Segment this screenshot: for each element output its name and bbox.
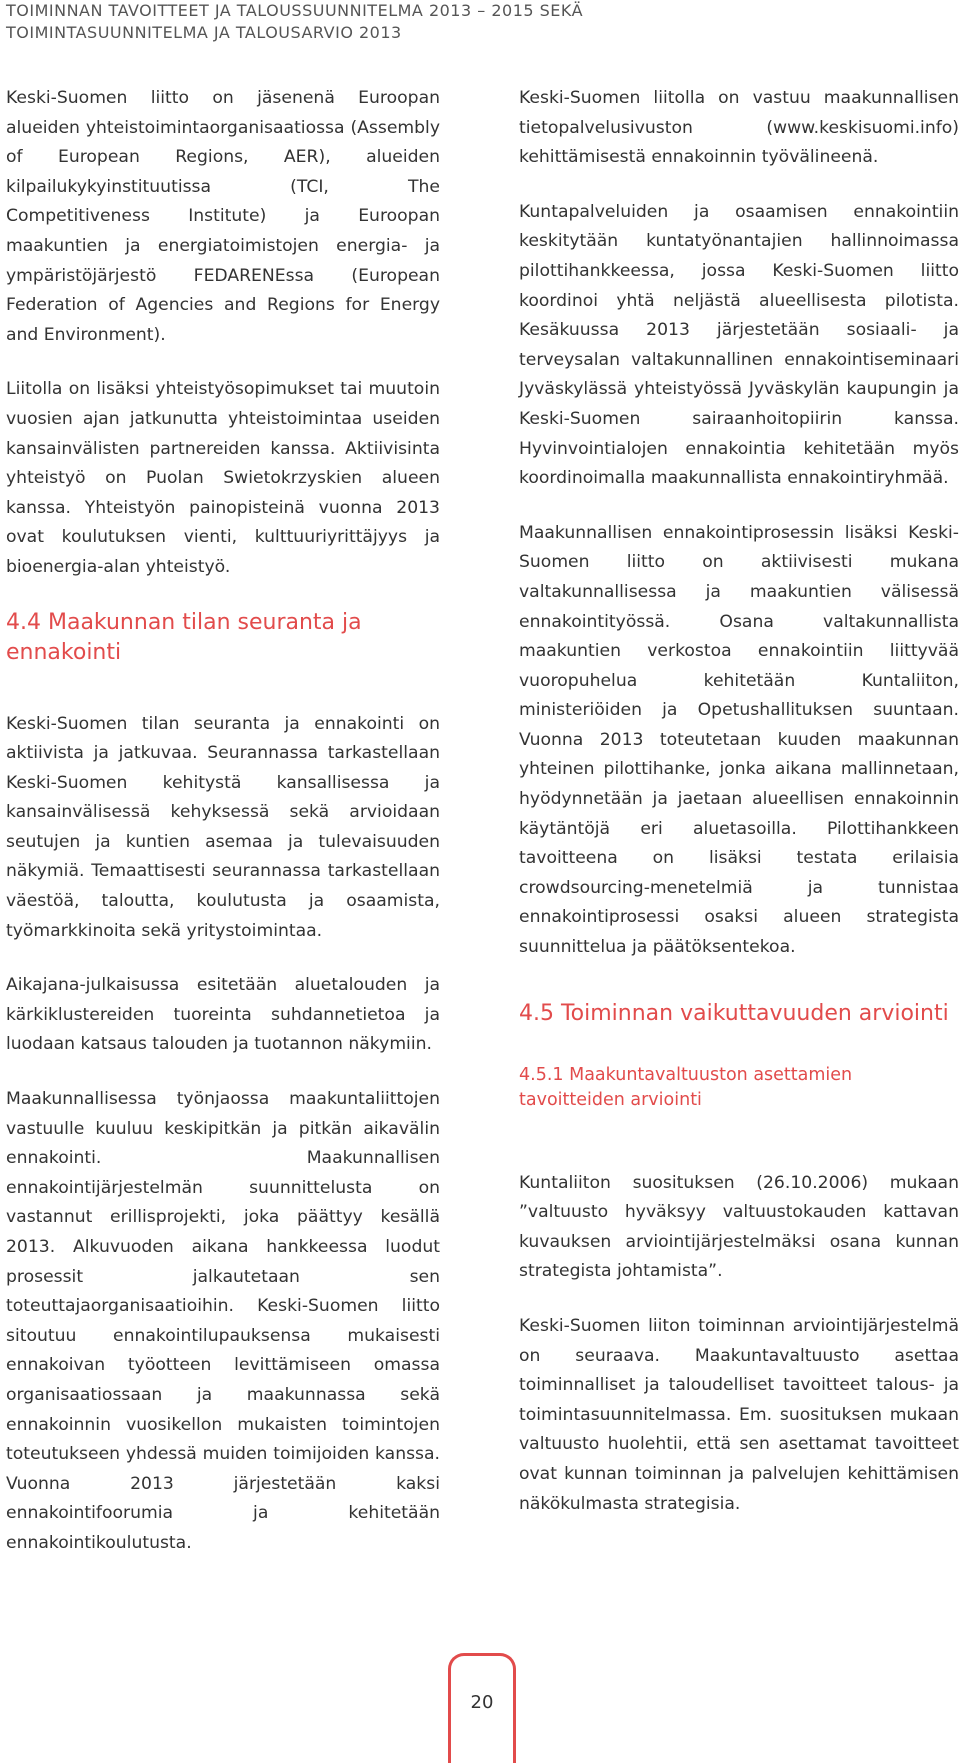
page-number-tab <box>448 1653 516 1763</box>
section-heading-4-4: 4.4 Maakunnan tilan seuranta ja ennakointi <box>6 609 362 665</box>
paragraph-monitoring: Keski-Suomen tilan seuranta ja ennakointi on aktiivista ja jatkuvaa. Seurannassa tarkastellaan Keski-Suomen kehitystä kansallisessa ja kansainvälisessä kehyksessä sekä arvioidaan seutujen ja kuntien asemaa ja tulevaisuuden näkymiä. Temaattisesti seurannassa tarkastellaan väestöä, taloutta, koulutusta ja osaamista, työmarkkinoita sekä yritystoimintaa. <box>6 713 440 941</box>
header-line-1: TOIMINNAN TAVOITTEET JA TALOUSSUUNNITELMA 2013 – 2015 SEKÄ <box>6 1 584 20</box>
paragraph-aikajana: Aikajana-julkaisussa esitetään aluetalouden ja kärkiklustereiden tuoreinta suhdannetietoa ja luodaan katsaus talouden ja tuotannon näkymiin. <box>6 975 440 1055</box>
header-line-2: TOIMINTASUUNNITELMA JA TALOUSARVIO 2013 <box>6 23 402 42</box>
paragraph-evaluation-system: Keski-Suomen liiton toiminnan arviointijärjestelmä on seuraava. Maakuntavaltuusto asettaa toiminnalliset ja taloudelliset tavoitteet talous- ja toimintasuunnitelmassa. Em. suosituksen mukaan valtuusto huolehtii, että sen asettamat tavoitteet ovat kunnan toiminnan ja palvelujen kehittämisen näkökulmasta strategisia. <box>519 1316 959 1514</box>
paragraph-municipal-services: Kuntapalveluiden ja osaamisen ennakointiin keskitytään kuntatyönantajien hallinnoimassa pilottihankkeessa, jossa Keski-Suomen liitto koordinoi yhtä neljästä alueellisesta pilotista. Kesäkuussa 2013 järjestetään sosiaali- ja terveysalan valtakunnallinen ennakointiseminaari Jyväskylässä yhteistyössä Jyväskylän kaupungin ja Keski-Suomen sairaanhoitopiirin kanssa. Hyvinvointialojen ennakointia kehitetään myös koordinoimalla maakunnallista ennakointiryhmää. <box>519 201 959 489</box>
paragraph-info-service: Keski-Suomen liitolla on vastuu maakunnallisen tietopalvelusivuston (www.keskisuomi.info) kehittämisestä ennakoinnin työvälineenä. <box>519 88 959 168</box>
paragraph-recommendation: Kuntaliiton suosituksen (26.10.2006) mukaan ”valtuusto hyväksyy valtuustokauden kattavan kuvauksen arviointijärjestelmäksi osana kunnan strategista johtamista”. <box>519 1172 959 1282</box>
paragraph-memberships: Keski-Suomen liitto on jäsenenä Euroopan alueiden yhteistoimintaorganisaatiossa (Assembly of European Regions, AER), alueiden kilpailukykyinstituutissa (TCI, The Competitiveness Institute) ja Euroopan maakuntien ja energiatoimistojen energia- ja ympäristöjärjestö FEDARENEssa (European Federation of Agencies and Regions for Energy and Environment). <box>6 88 440 345</box>
page-number: 20 <box>470 1692 494 1713</box>
left-column <box>6 84 440 1584</box>
paragraph-national-foresight: Maakunnallisen ennakointiprosessin lisäksi Keski-Suomen liitto on aktiivisesti mukana valtakunnallisessa ja maakuntien välisessä ennakointityössä. Osana valtakunnallista maakuntien verkostoa ennakointiin liittyvää vuoropuhelua kehitetään Kuntaliiton, ministeriöiden ja Opetushallituksen suuntaan. Vuonna 2013 toteutetaan kuuden maakunnan yhteinen pilottihanke, jonka aikana mallinnetaan, hyödynnetään ja jaetaan alueellisen ennakoinnin käytäntöjä eri aluetasoilla. Pilottihankkeen tavoitteena on lisäksi testata erilaisia crowdsourcing-menetelmiä ja tunnistaa ennakointiprosessi osaksi alueen strategista suunnittelua ja päätöksentekoa. <box>519 522 959 958</box>
subsection-heading-4-5-1: 4.5.1 Maakuntavaltuuston asettamien tavoitteiden arviointi <box>519 1064 853 1110</box>
paragraph-cooperation: Liitolla on lisäksi yhteistyösopimukset tai muutoin vuosien ajan jatkunutta yhteistoimintaa useiden kansainvälisten partnereiden kanssa. Aktiivisinta yhteistyö on Puolan Swietokrzyskien alueen kanssa. Yhteistyön painopisteinä vuonna 2013 ovat koulutuksen vienti, kulttuuriyrittäjyys ja bioenergia-alan yhteistyö. <box>6 379 440 577</box>
running-header <box>6 0 954 44</box>
paragraph-foresight-division: Maakunnallisessa työnjaossa maakuntaliittojen vastuulle kuuluu keskipitkän ja pitkän aikavälin ennakointi. Maakunnallisen ennakointijärjestelmän suunnittelusta on vastannut erillisprojekti, joka päättyy kesällä 2013. Alkuvuoden aikana hankkeessa luodut prosessit jalkautetaan sen toteuttajaorganisaatioihin. Keski-Suomen liitto sitoutuu ennakointilupauksensa mukaisesti ennakoivan työotteen levittämiseen omassa organisaatiossaan ja maakunnassa sekä ennakoinnin vuosikellon mukaisten toimintojen toteutukseen yhdessä muiden toimijoiden kanssa. Vuonna 2013 järjestetään kaksi ennakointifoorumia ja kehitetään ennakointikoulutusta. <box>6 1089 440 1553</box>
right-column <box>519 84 959 1544</box>
section-heading-4-5: 4.5 Toiminnan vaikuttavuuden arviointi <box>519 1000 949 1026</box>
